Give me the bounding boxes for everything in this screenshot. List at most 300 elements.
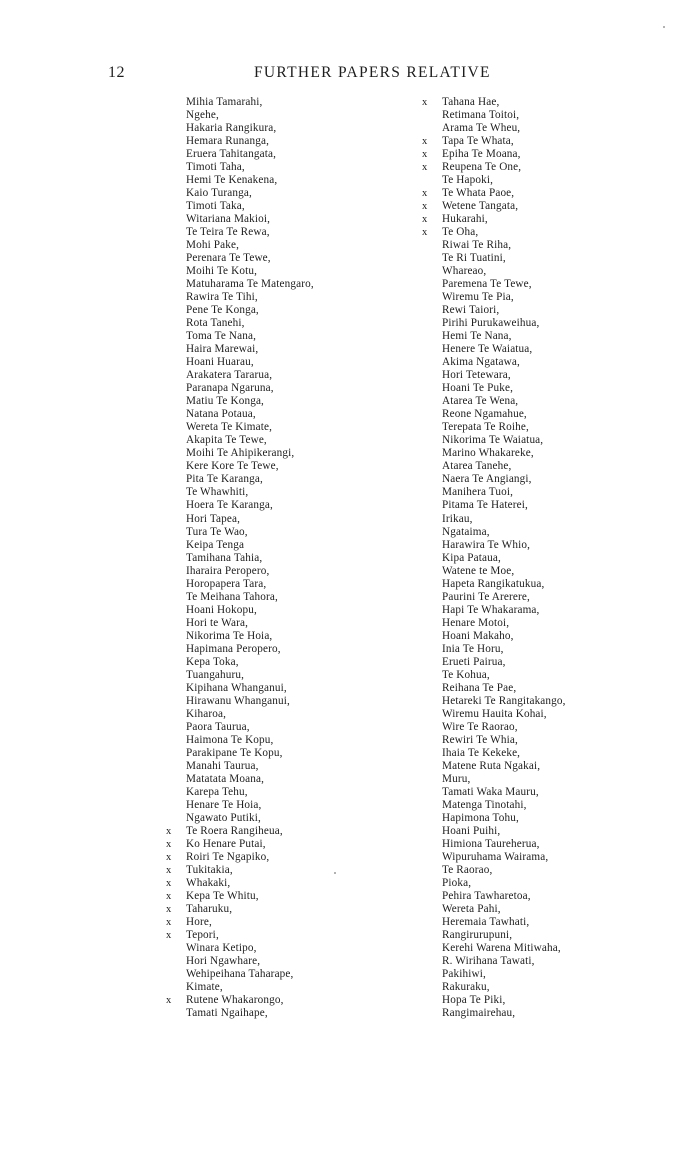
name-entry [422,760,677,773]
entry-name: Hoani Makaho, [442,629,514,642]
page-header [0,64,700,88]
entry-name: Hirawanu Whanganui, [186,694,290,707]
entry-mark: x [422,136,428,148]
entry-name: Reone Ngamahue, [442,408,527,421]
entry-name: Te Ri Tuatini, [442,252,506,265]
entry-name: Pirihi Purukaweihua, [442,317,540,330]
entry-name: Pene Te Konga, [186,304,259,317]
name-entry [422,278,677,291]
left-name-column [166,96,406,1020]
entry-name: Taharuku, [186,902,233,915]
entry-name: Haimona Te Kopu, [186,733,274,746]
name-entry [166,773,406,786]
entry-name: Tamati Waka Mauru, [442,785,539,798]
entry-name: Irikau, [442,512,473,525]
entry-name: Kepa Toka, [186,655,239,668]
name-entry [166,565,406,578]
entry-name: Eruera Tahitangata, [186,148,277,161]
entry-name: Reupena Te One, [442,161,522,174]
entry-name: Te Whawhiti, [186,486,249,499]
name-entry [166,239,406,252]
entry-name: Hori Tapea, [186,512,241,525]
entry-name: Tapa Te Whata, [442,135,514,148]
name-entry [166,513,406,526]
entry-name: Rangirurupuni, [442,929,513,941]
entry-name: Rakuraku, [442,981,490,994]
entry-name: Pitama Te Haterei, [442,499,528,512]
entry-name: Karepa Tehu, [186,785,248,798]
name-entry [166,799,406,812]
entry-name: Hopa Te Piki, [442,994,506,1007]
entry-name: Kaio Turanga, [186,187,252,200]
entry-mark: x [422,188,428,200]
entry-mark: x [422,162,428,174]
page-number: 12 [108,64,125,81]
entry-mark: x [422,97,428,108]
name-entry [166,395,406,408]
entry-name: Wereta Te Kimate, [186,421,273,434]
entry-name: Hemi Te Kenakena, [186,174,278,187]
name-entry [422,734,677,747]
entry-name: Horopapera Tara, [186,577,267,590]
name-entry [166,617,406,630]
name-entry [166,747,406,760]
entry-name: Te Raorao, [442,863,493,876]
entry-name: Rewi Taiori, [442,304,500,317]
name-entry [422,96,677,109]
entry-name: Retimana Toitoi, [442,109,520,122]
name-entry [422,265,677,278]
entry-mark: x [422,149,428,161]
entry-name: Moihi Te Kotu, [186,265,258,278]
entry-name: Te Teira Te Rewa, [186,226,270,239]
name-entry [166,851,406,864]
name-entry [422,682,677,695]
entry-name: Harawira Te Whio, [442,538,531,551]
name-entry [166,903,406,916]
entry-name: Ngataima, [442,525,490,538]
name-entry [166,226,406,239]
name-entry [422,460,677,473]
entry-name: Hoani Te Puke, [442,382,514,395]
entry-name: Pita Te Karanga, [186,473,263,486]
name-entry [422,330,677,343]
name-entry [166,838,406,851]
name-entry [166,265,406,278]
entry-name: Rota Tanehi, [186,317,245,330]
entry-name: Te Meihana Tahora, [186,590,278,603]
name-entry [422,695,677,708]
name-entry [166,161,406,174]
name-entry [422,591,677,604]
entry-name: Nikorima Te Hoia, [186,629,273,642]
name-entry [422,1007,677,1020]
name-entry [166,760,406,773]
entry-name: Akima Ngatawa, [442,356,520,369]
name-entry [166,317,406,330]
entry-name: Rewiri Te Whia, [442,733,518,746]
name-entry [422,252,677,265]
entry-mark: x [166,930,172,941]
name-entry [422,343,677,356]
name-entry [422,942,677,955]
name-entry [166,942,406,955]
name-entry [422,434,677,447]
name-entry [422,864,677,877]
name-entry [422,838,677,851]
entry-name: Reihana Te Pae, [442,681,517,694]
name-entry [422,539,677,552]
name-entry [422,565,677,578]
entry-name: Hoani Hokopu, [186,603,257,616]
name-entry [422,486,677,499]
name-entry [166,981,406,994]
name-entry [166,812,406,825]
name-entry [166,330,406,343]
name-entry [166,499,406,512]
entry-name: Marino Whakareke, [442,447,534,460]
name-entry [422,382,677,395]
name-entry [166,1007,406,1020]
entry-name: Inia Te Horu, [442,642,504,655]
name-entry [166,656,406,669]
entry-mark: x [166,851,172,863]
entry-name: Timoti Taka, [186,200,245,213]
name-entry [166,578,406,591]
entry-name: Hukarahi, [442,213,488,226]
entry-name: Matatata Moana, [186,772,265,785]
right-name-column [422,96,677,1020]
entry-mark: x [166,877,172,889]
entry-name: Henere Te Waiatua, [442,343,533,356]
entry-name: Rutene Whakarongo, [186,994,284,1007]
name-entry [422,812,677,825]
entry-name: Ngawato Putiki, [186,811,261,824]
entry-name: Paora Taurua, [186,720,250,733]
name-entry [422,226,677,239]
entry-name: Manihera Tuoi, [442,486,514,499]
entry-name: Te Kohua, [442,668,490,681]
name-entry [166,343,406,356]
entry-name: Natana Potaua, [186,408,256,421]
entry-name: R. Wirihana Tawati, [442,955,535,968]
entry-name: Hapimona Tohu, [442,811,519,824]
paper-speck [334,872,336,874]
entry-name: Pehira Tawharetoa, [442,889,531,902]
name-entry [422,916,677,929]
entry-name: Hoani Huarau, [186,356,254,369]
name-entry [166,604,406,617]
entry-name: Himiona Taureherua, [442,837,540,850]
name-entry [166,825,406,838]
entry-name: Paremena Te Tewe, [442,278,532,291]
entry-name: Whakaki, [186,876,231,889]
entry-name: Hore, [186,915,212,928]
entry-name: Heremaia Tawhati, [442,915,530,928]
name-entry [166,486,406,499]
entry-mark: x [166,903,172,915]
entry-name: Hemara Runanga, [186,135,270,148]
entry-name: Kipa Pataua, [442,551,501,564]
name-entry [422,981,677,994]
name-entry [422,395,677,408]
name-entry [422,526,677,539]
entry-name: Wetene Tangata, [442,200,519,213]
name-entry [166,682,406,695]
name-entry [166,187,406,200]
name-entry [422,656,677,669]
name-entry [166,916,406,929]
entry-mark: x [166,825,172,837]
entry-name: Wereta Pahi, [442,902,501,915]
name-entry [166,382,406,395]
name-entry [422,630,677,643]
entry-name: Hapeta Rangikatukua, [442,577,545,590]
name-entry [422,499,677,512]
name-entry [166,434,406,447]
entry-name: Atarea Tanehe, [442,460,512,473]
name-entry [166,669,406,682]
name-entry [166,252,406,265]
entry-name: Matenga Tinotahi, [442,798,527,811]
entry-name: Ihaia Te Kekeke, [442,746,521,759]
paper-speck [663,26,665,28]
entry-name: Keipa Tenga [186,538,245,551]
entry-name: Kiharoa, [186,707,227,720]
entry-name: Kimate, [186,981,223,994]
name-entry [422,721,677,734]
name-entry [166,447,406,460]
name-entry [422,825,677,838]
name-entry [422,109,677,122]
name-entry [166,968,406,981]
name-entry [422,174,677,187]
name-entry [422,968,677,981]
entry-name: Wiremu Hauita Kohai, [442,707,547,720]
entry-mark: x [166,995,172,1007]
name-entry [422,291,677,304]
entry-name: Parakipane Te Kopu, [186,746,283,759]
entry-name: Wipuruhama Wairama, [442,850,549,863]
entry-name: Matuharama Te Matengaro, [186,278,314,291]
entry-name: Watene te Moe, [442,564,515,577]
name-entry [166,122,406,135]
entry-name: Te Oha, [442,226,479,239]
entry-name: Terepata Te Roihe, [442,421,529,434]
entry-name: Paranapa Ngaruna, [186,382,274,395]
entry-mark: x [166,890,172,902]
name-entry [422,890,677,903]
name-entry [166,708,406,721]
name-entry [422,851,677,864]
name-entry [166,356,406,369]
entry-mark: x [166,838,172,850]
name-entry [166,174,406,187]
entry-name: Naera Te Angiangi, [442,473,532,486]
entry-name: Te Whata Paoe, [442,187,515,200]
name-entry [166,369,406,382]
entry-name: Matiu Te Konga, [186,395,265,408]
entry-mark: x [422,214,428,226]
name-entry [422,421,677,434]
name-entry [422,473,677,486]
entry-name: Ngehe, [186,109,219,122]
name-entry [422,929,677,942]
name-entry [422,408,677,421]
entry-name: Hapi Te Whakarama, [442,603,540,616]
name-entry [422,747,677,760]
name-entry [166,408,406,421]
entry-name: Kepa Te Whitu, [186,889,259,902]
name-entry [422,552,677,565]
name-entry [166,929,406,942]
name-entry [422,513,677,526]
entry-name: Iharaira Peropero, [186,564,270,577]
name-entry [166,109,406,122]
name-entry [422,578,677,591]
entry-name: Tukitakia, [186,863,233,876]
name-entry [166,994,406,1007]
name-entry [166,955,406,968]
entry-name: Winara Ketipo, [186,942,257,955]
entry-name: Tamihana Tahia, [186,551,263,564]
name-entry [422,161,677,174]
name-entry [166,278,406,291]
entry-name: Tamati Ngaihape, [186,1007,268,1020]
entry-name: Arama Te Wheu, [442,122,521,135]
entry-name: Hoera Te Karanga, [186,499,273,512]
name-entry [166,526,406,539]
name-entry [422,200,677,213]
entry-name: Te Hapoki, [442,174,494,187]
entry-mark: x [166,864,172,876]
entry-name: Rangimairehau, [442,1007,516,1020]
entry-name: Kipihana Whanganui, [186,681,287,694]
entry-name: Henare Motoi, [442,616,510,629]
entry-mark: x [422,227,428,239]
entry-name: Perenara Te Tewe, [186,252,271,265]
name-entry [166,552,406,565]
entry-name: Muru, [442,772,471,785]
name-entry [166,643,406,656]
name-entry [166,291,406,304]
name-entry [422,955,677,968]
name-entry [422,304,677,317]
name-entry [166,890,406,903]
entry-name: Atarea Te Wena, [442,395,519,408]
name-entry [422,877,677,890]
entry-name: Kere Kore Te Tewe, [186,460,279,473]
name-entry [166,721,406,734]
entry-name: Tuangahuru, [186,668,245,681]
name-entry [166,213,406,226]
entry-name: Manahi Taurua, [186,759,259,772]
entry-name: Hori Tetewara, [442,369,511,382]
name-entry [422,773,677,786]
entry-name: Mihia Tamarahi, [186,96,263,108]
entry-name: Hori Ngawhare, [186,955,261,968]
name-entry [422,187,677,200]
name-entry [422,213,677,226]
entry-mark: x [422,201,428,213]
name-entry [166,421,406,434]
name-entry [166,460,406,473]
name-entry [422,617,677,630]
name-entry [422,994,677,1007]
name-entry [166,864,406,877]
entry-name: Ko Henare Putai, [186,837,266,850]
entry-name: Pioka, [442,876,472,889]
name-entry [166,148,406,161]
name-entry [422,669,677,682]
name-entry [166,304,406,317]
name-entry [422,369,677,382]
entry-name: Moihi Te Ahipikerangi, [186,447,295,460]
entry-name: Hemi Te Nana, [442,330,512,343]
running-title: FURTHER PAPERS RELATIVE [254,64,491,81]
entry-name: Wiremu Te Pia, [442,291,514,304]
name-entry [166,786,406,799]
entry-name: Riwai Te Riha, [442,239,512,252]
name-entry [422,122,677,135]
entry-name: Hori te Wara, [186,616,249,629]
entry-name: Kerehi Warena Mitiwaha, [442,942,561,955]
entry-name: Pakihiwi, [442,968,486,981]
entry-name: Tepori, [186,929,219,941]
name-entry [422,604,677,617]
entry-name: Haira Marewai, [186,343,259,356]
name-entry [422,148,677,161]
entry-name: Whareao, [442,265,487,278]
entry-name: Hapimana Peropero, [186,642,281,655]
entry-name: Akapita Te Tewe, [186,434,267,447]
name-entry [166,473,406,486]
entry-name: Hakaria Rangikura, [186,122,277,135]
entry-name: Tahana Hae, [442,96,500,108]
name-entry [422,643,677,656]
entry-name: Erueti Pairua, [442,655,506,668]
name-entry [422,799,677,812]
entry-name: Wehipeihana Taharape, [186,968,294,981]
name-entry [422,317,677,330]
entry-name: Roiri Te Ngapiko, [186,850,270,863]
entry-mark: x [166,916,172,928]
name-entry [166,591,406,604]
name-entry [166,630,406,643]
entry-name: Matene Ruta Ngakai, [442,759,541,772]
entry-name: Henare Te Hoia, [186,798,262,811]
name-entry [422,708,677,721]
name-entry [166,200,406,213]
entry-name: Mohi Pake, [186,239,240,252]
entry-name: Witariana Makioi, [186,213,271,226]
entry-name: Te Roera Rangiheua, [186,824,283,837]
name-entry [166,877,406,890]
entry-name: Nikorima Te Waiatua, [442,434,544,447]
name-entry [422,356,677,369]
entry-name: Rawira Te Tihi, [186,291,258,304]
name-entry [166,135,406,148]
entry-name: Epiha Te Moana, [442,148,521,161]
name-entry [166,539,406,552]
name-entry [422,239,677,252]
name-entry [166,96,406,109]
entry-name: Toma Te Nana, [186,330,257,343]
entry-name: Arakatera Tararua, [186,369,273,382]
entry-name: Hoani Puihi, [442,824,501,837]
entry-name: Timoti Taha, [186,161,245,174]
entry-name: Wire Te Raorao, [442,720,518,733]
